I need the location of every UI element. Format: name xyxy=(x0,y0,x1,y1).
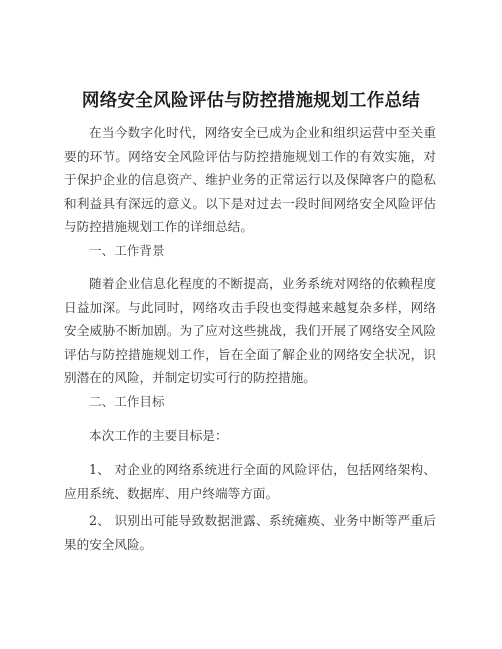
goal-list-item-1: 1、 对企业的网络系统进行全面的风险评估，包括网络架构、应用系统、数据库、用户终端等方面。 xyxy=(64,462,436,501)
section-heading-goals: 二、工作目标 xyxy=(89,394,165,409)
goals-intro-paragraph: 本次工作的主要目标是： xyxy=(89,428,228,443)
intro-paragraph: 在当今数字化时代，网络安全已成为企业和组织运营中至关重要的环节。网络安全风险评估与防控措施规划工作的有效实施，对于保护企业的信息资产、维护业务的正常运行以及保障客户的隐私和利益具有深远的意义。以下是对过去一段时间网络安全风险评估与防控措施规划工作的详细总结。 xyxy=(64,125,436,234)
document-title: 网络安全风险评估与防控措施规划工作总结 xyxy=(81,91,421,111)
goal-list-item-2: 2、 识别出可能导致数据泄露、系统瘫痪、业务中断等严重后果的安全风险。 xyxy=(64,513,436,552)
section-heading-background: 一、工作背景 xyxy=(89,243,165,258)
background-paragraph: 随着企业信息化程度的不断提高，业务系统对网络的依赖程度日益加深。与此同时，网络攻击手段也变得越来越复杂多样，网络安全威胁不断加剧。为了应对这些挑战，我们开展了网络安全风险评估与防控措施规划工作，旨在全面了解企业的网络安全状况，识别潜在的风险，并制定切实可行的防控措施。 xyxy=(64,276,436,385)
